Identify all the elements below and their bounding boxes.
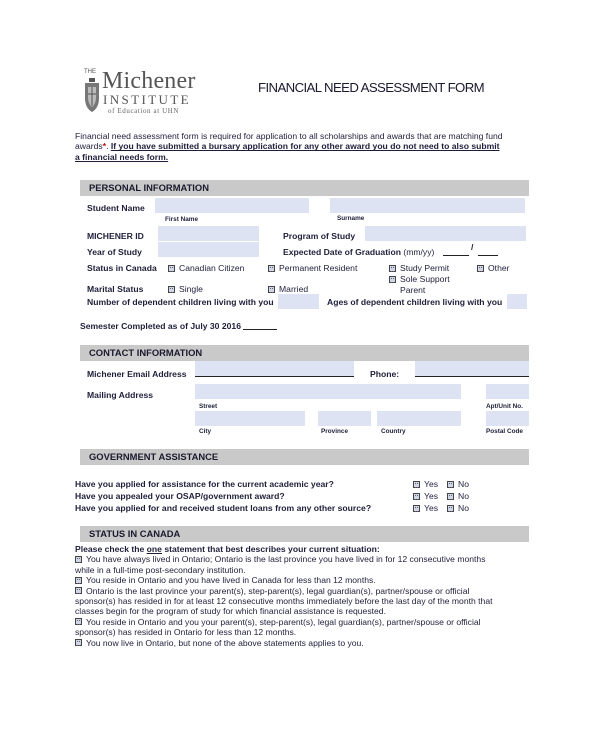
government-question: Have you applied for assistance for the current academic year? bbox=[75, 479, 334, 489]
checkbox-icon[interactable] bbox=[447, 481, 454, 488]
checkbox-icon[interactable] bbox=[447, 493, 454, 500]
checkbox-icon[interactable] bbox=[75, 639, 82, 646]
no-label: No bbox=[458, 503, 469, 513]
instruction-suffix: statement that best describes your current situation: bbox=[161, 544, 380, 554]
government-assistance-header bbox=[80, 449, 529, 465]
michener-id-label: MICHENER ID bbox=[87, 231, 144, 241]
marital-option-married[interactable] bbox=[268, 284, 308, 294]
form-title: FINANCIAL NEED ASSESSMENT FORM bbox=[258, 80, 485, 95]
marital-option-label-line2: Parent bbox=[400, 285, 426, 295]
first-name-field[interactable] bbox=[155, 198, 309, 213]
personal-information-header bbox=[80, 180, 529, 196]
status-option-canadian-citizen[interactable] bbox=[168, 263, 244, 273]
no-option[interactable] bbox=[447, 491, 469, 501]
instruction-one: one bbox=[146, 544, 162, 554]
intro-awards: awards bbox=[75, 141, 103, 152]
yes-label: Yes bbox=[424, 479, 439, 489]
student-name-label: Student Name bbox=[87, 203, 145, 213]
status-statement-3-cont: sponsor(s) has resided in for at least 12 consecutive months immediately before the last day of the month that bbox=[75, 596, 493, 607]
street-field[interactable] bbox=[195, 384, 461, 399]
surname-sublabel: Surname bbox=[337, 215, 365, 222]
email-field[interactable] bbox=[195, 361, 354, 376]
no-option[interactable] bbox=[447, 503, 469, 513]
government-question: Have you appealed your OSAP/government award? bbox=[75, 491, 285, 501]
program-of-study-label: Program of Study bbox=[283, 231, 356, 241]
surname-field[interactable] bbox=[330, 198, 525, 213]
status-option-permanent-resident[interactable] bbox=[268, 263, 357, 273]
marital-status-label: Marital Status bbox=[87, 284, 144, 294]
graduation-month-field[interactable] bbox=[443, 255, 469, 256]
marital-option-label: Single bbox=[179, 284, 203, 294]
logo-the: THE bbox=[84, 69, 96, 75]
status-instruction bbox=[75, 544, 535, 554]
year-of-study-field[interactable] bbox=[158, 242, 259, 257]
checkbox-icon[interactable] bbox=[413, 493, 420, 500]
status-statement-3-cont: classes begin for the program of study for which financial assistance is requested. bbox=[75, 606, 386, 617]
country-sublabel: Country bbox=[381, 428, 406, 435]
intro-line-3: a financial needs form. bbox=[75, 151, 169, 162]
checkbox-icon[interactable] bbox=[268, 286, 275, 293]
status-statement-1[interactable] bbox=[75, 554, 535, 564]
no-label: No bbox=[458, 479, 469, 489]
checkbox-icon[interactable] bbox=[75, 618, 82, 625]
status-in-canada-label: Status in Canada bbox=[87, 263, 157, 273]
phone-label: Phone: bbox=[370, 369, 400, 379]
intro-bold-notice: If you have submitted a bursary application for any other award you do not need to also submit bbox=[110, 141, 500, 152]
status-statement-5[interactable] bbox=[75, 638, 535, 648]
checkbox-icon[interactable] bbox=[447, 505, 454, 512]
status-statement-1-cont: while in a full-time post-secondary institution. bbox=[75, 564, 246, 575]
marital-option-sole-support[interactable] bbox=[389, 274, 450, 296]
graduation-year-field[interactable] bbox=[478, 255, 498, 256]
yes-label: Yes bbox=[424, 491, 439, 501]
checkbox-icon[interactable] bbox=[389, 265, 396, 272]
phone-underline bbox=[415, 376, 529, 377]
checkbox-icon[interactable] bbox=[477, 265, 484, 272]
checkbox-icon[interactable] bbox=[75, 556, 82, 563]
statement-text: You reside in Ontario and you your parent(s), step-parent(s), legal guardian(s), partner/spouse or official bbox=[86, 616, 481, 627]
yes-option[interactable] bbox=[413, 503, 438, 513]
graduation-label-text: Expected Date of Graduation bbox=[283, 247, 401, 257]
logo-tagline: of Education at UHN bbox=[108, 107, 180, 115]
street-sublabel: Street bbox=[199, 403, 218, 410]
yes-option[interactable] bbox=[413, 479, 438, 489]
apt-unit-field[interactable] bbox=[486, 384, 529, 399]
government-question: Have you applied for and received student loans from any other source? bbox=[75, 503, 372, 513]
intro-paragraph bbox=[75, 131, 535, 162]
contact-information-header bbox=[80, 345, 529, 361]
marital-option-single[interactable] bbox=[168, 284, 203, 294]
graduation-slash: / bbox=[471, 242, 474, 252]
contact-information-heading: CONTACT INFORMATION bbox=[89, 347, 203, 358]
phone-field[interactable] bbox=[415, 361, 529, 376]
no-label: No bbox=[458, 491, 469, 501]
postal-code-field[interactable] bbox=[486, 411, 529, 426]
city-sublabel: City bbox=[199, 428, 212, 435]
no-option[interactable] bbox=[447, 479, 469, 489]
dependents-ages-field[interactable] bbox=[507, 294, 527, 309]
marital-option-label: Married bbox=[279, 284, 309, 294]
dependents-ages-label: Ages of dependent children living with you bbox=[327, 297, 503, 307]
checkbox-icon[interactable] bbox=[268, 265, 275, 272]
status-statements bbox=[75, 544, 535, 648]
checkbox-icon[interactable] bbox=[413, 505, 420, 512]
status-statement-4-cont: sponsor(s) has resided in Ontario for less than 12 months. bbox=[75, 627, 297, 638]
statement-text: Ontario is the last province your parent(s), step-parent(s), legal guardian(s), partner/spouse or official bbox=[86, 585, 470, 596]
instruction-prefix: Please check the bbox=[75, 544, 147, 554]
status-statement-3[interactable] bbox=[75, 586, 535, 596]
logo-name: Michener bbox=[102, 68, 196, 94]
michener-id-field[interactable] bbox=[158, 226, 259, 241]
checkbox-icon[interactable] bbox=[413, 481, 420, 488]
logo-institute: INSTITUTE bbox=[103, 92, 192, 107]
email-label: Michener Email Address bbox=[87, 369, 187, 379]
status-option-study-permit[interactable] bbox=[389, 263, 449, 273]
status-statement-4[interactable] bbox=[75, 617, 535, 627]
first-name-sublabel: First Name bbox=[165, 216, 199, 223]
yes-label: Yes bbox=[424, 503, 439, 513]
city-field[interactable] bbox=[195, 411, 305, 426]
postal-code-sublabel: Postal Code bbox=[486, 428, 523, 435]
checkbox-icon[interactable] bbox=[75, 587, 82, 594]
expected-graduation-label bbox=[283, 247, 434, 257]
checkbox-icon[interactable] bbox=[168, 265, 175, 272]
apt-unit-sublabel: Apt/Unit No. bbox=[486, 403, 523, 410]
statement-text: You have always lived in Ontario; Ontario is the last province you have lived in for 12 consecutive months bbox=[86, 554, 486, 565]
province-field[interactable] bbox=[318, 411, 371, 426]
status-in-canada-header bbox=[80, 526, 529, 542]
statement-text: You now live in Ontario, but none of the above statements applies to you. bbox=[86, 637, 364, 648]
email-underline bbox=[195, 376, 354, 377]
status-option-label: Other bbox=[488, 263, 510, 273]
intro-asterisk: * bbox=[102, 141, 107, 152]
dependents-count-label: Number of dependent children living with you bbox=[87, 297, 274, 307]
country-field[interactable] bbox=[377, 411, 461, 426]
personal-information-heading: PERSONAL INFORMATION bbox=[89, 182, 209, 193]
program-of-study-field[interactable] bbox=[365, 226, 526, 241]
dependents-count-field[interactable] bbox=[278, 294, 319, 309]
status-option-label: Study Permit bbox=[400, 263, 450, 273]
province-sublabel: Province bbox=[321, 428, 348, 435]
statement-text: You reside in Ontario and you have lived in Canada for less than 12 months. bbox=[86, 575, 376, 586]
semester-completed-field[interactable] bbox=[243, 329, 277, 330]
status-option-label: Canadian Citizen bbox=[179, 263, 245, 273]
year-of-study-label: Year of Study bbox=[87, 247, 142, 257]
marital-option-label: Sole Support bbox=[400, 274, 450, 284]
checkbox-icon[interactable] bbox=[389, 276, 396, 283]
checkbox-icon[interactable] bbox=[75, 577, 82, 584]
intro-line-2: awards*. If you have submitted a bursary application for any other award you do not need to also submit bbox=[75, 141, 500, 152]
crest-icon bbox=[84, 78, 100, 116]
graduation-format: (mm/yy) bbox=[403, 247, 435, 257]
government-assistance-heading: GOVERNMENT ASSISTANCE bbox=[89, 451, 219, 462]
status-option-label: Permanent Resident bbox=[279, 263, 358, 273]
status-in-canada-heading: STATUS IN CANADA bbox=[89, 528, 181, 539]
status-statement-2[interactable] bbox=[75, 575, 535, 585]
yes-option[interactable] bbox=[413, 491, 438, 501]
semester-completed-label: Semester Completed as of July 30 2016 bbox=[80, 321, 241, 331]
status-option-other[interactable] bbox=[477, 263, 510, 273]
intro-line-1: Financial need assessment form is required for application to all scholarships and awards that are matching fund bbox=[75, 131, 503, 141]
checkbox-icon[interactable] bbox=[168, 286, 175, 293]
mailing-address-label: Mailing Address bbox=[87, 390, 154, 400]
